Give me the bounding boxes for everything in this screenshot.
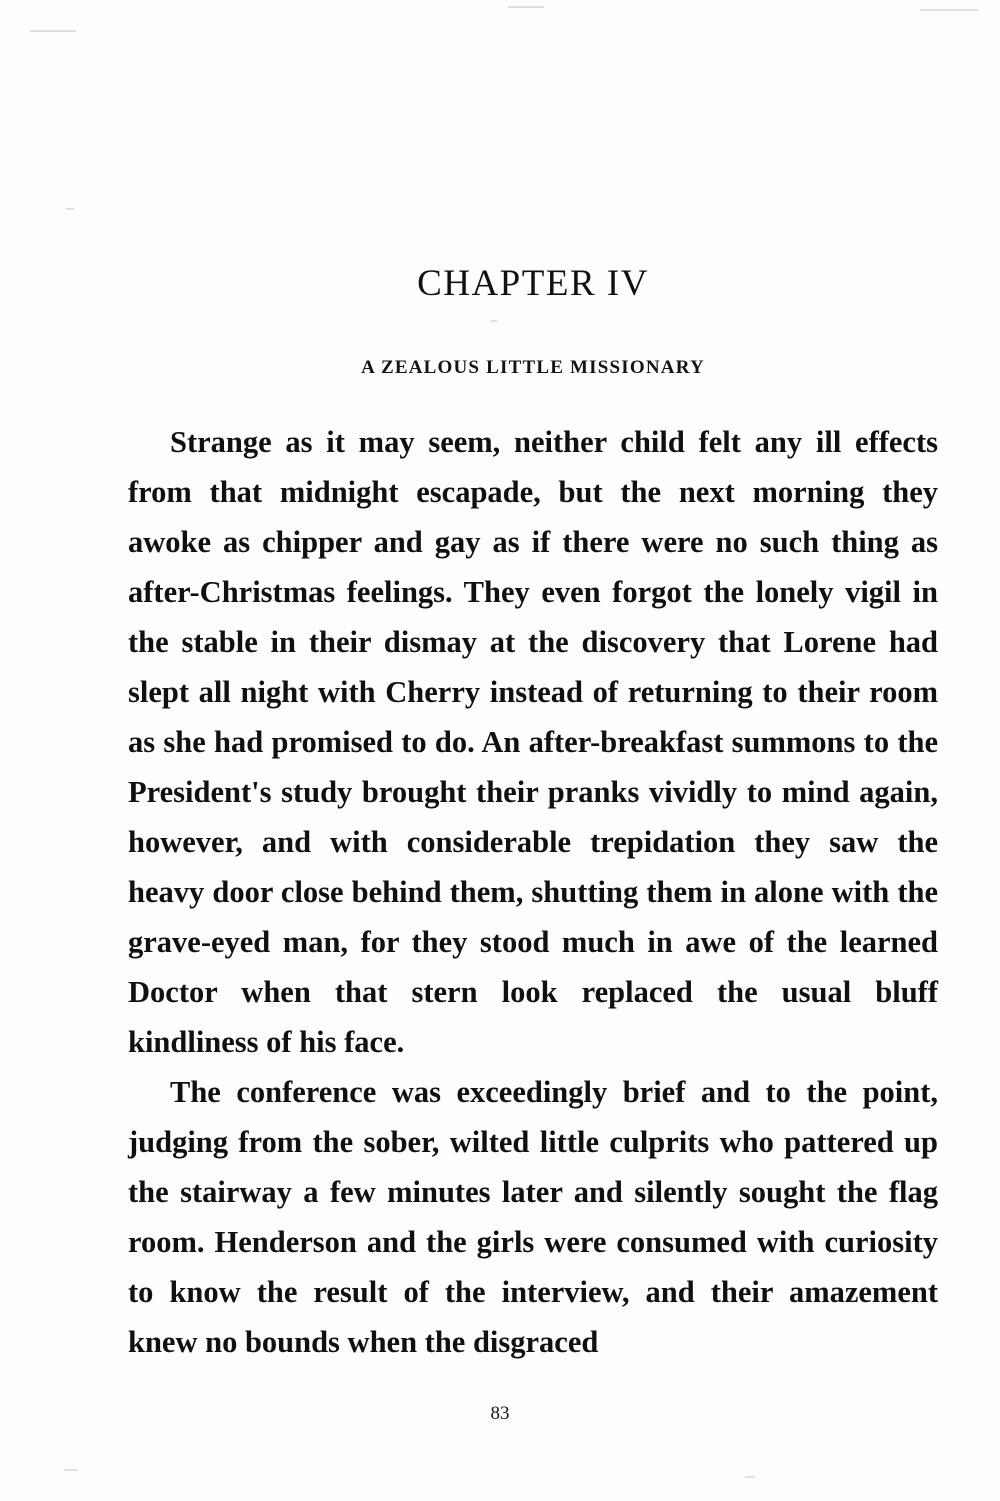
page-content	[128, 0, 938, 1367]
scan-artifact	[66, 208, 74, 210]
page-number: 83	[490, 1403, 510, 1424]
scan-artifact	[64, 1469, 78, 1471]
paragraph: The conference was exceedingly brief and to the point, judging from the sober, wilted little culprits who pattered up the stairway a few minutes later and silently sought the flag room. Henderson and the girls were consumed with curiosity to know the result of the interview, and their amazement knew no bounds when the disgraced	[128, 1075, 938, 1359]
body-text	[128, 417, 938, 1367]
chapter-title: CHAPTER IV	[417, 263, 649, 304]
scan-artifact	[745, 1476, 755, 1478]
chapter-subtitle: A ZEALOUS LITTLE MISSIONARY	[361, 357, 705, 378]
paragraph: Strange as it may seem, neither child felt any ill effects from that midnight escapade, but the next morning they awoke as chipper and gay as if there were no such thing as after-Christmas feelings. They even forgot the lonely vigil in the stable in their dismay at the discovery that Lorene had slept all night with Cherry instead of returning to their room as she had promised to do. An after-breakfast summons to the President's study brought their pranks vividly to mind again, however, and with considerable trepidation they saw the heavy door close behind them, shutting them in alone with the grave-eyed man, for they stood much in awe of the learned Doctor when that stern look replaced the usual bluff kindliness of his face.	[128, 425, 938, 1059]
scan-artifact	[30, 30, 76, 32]
